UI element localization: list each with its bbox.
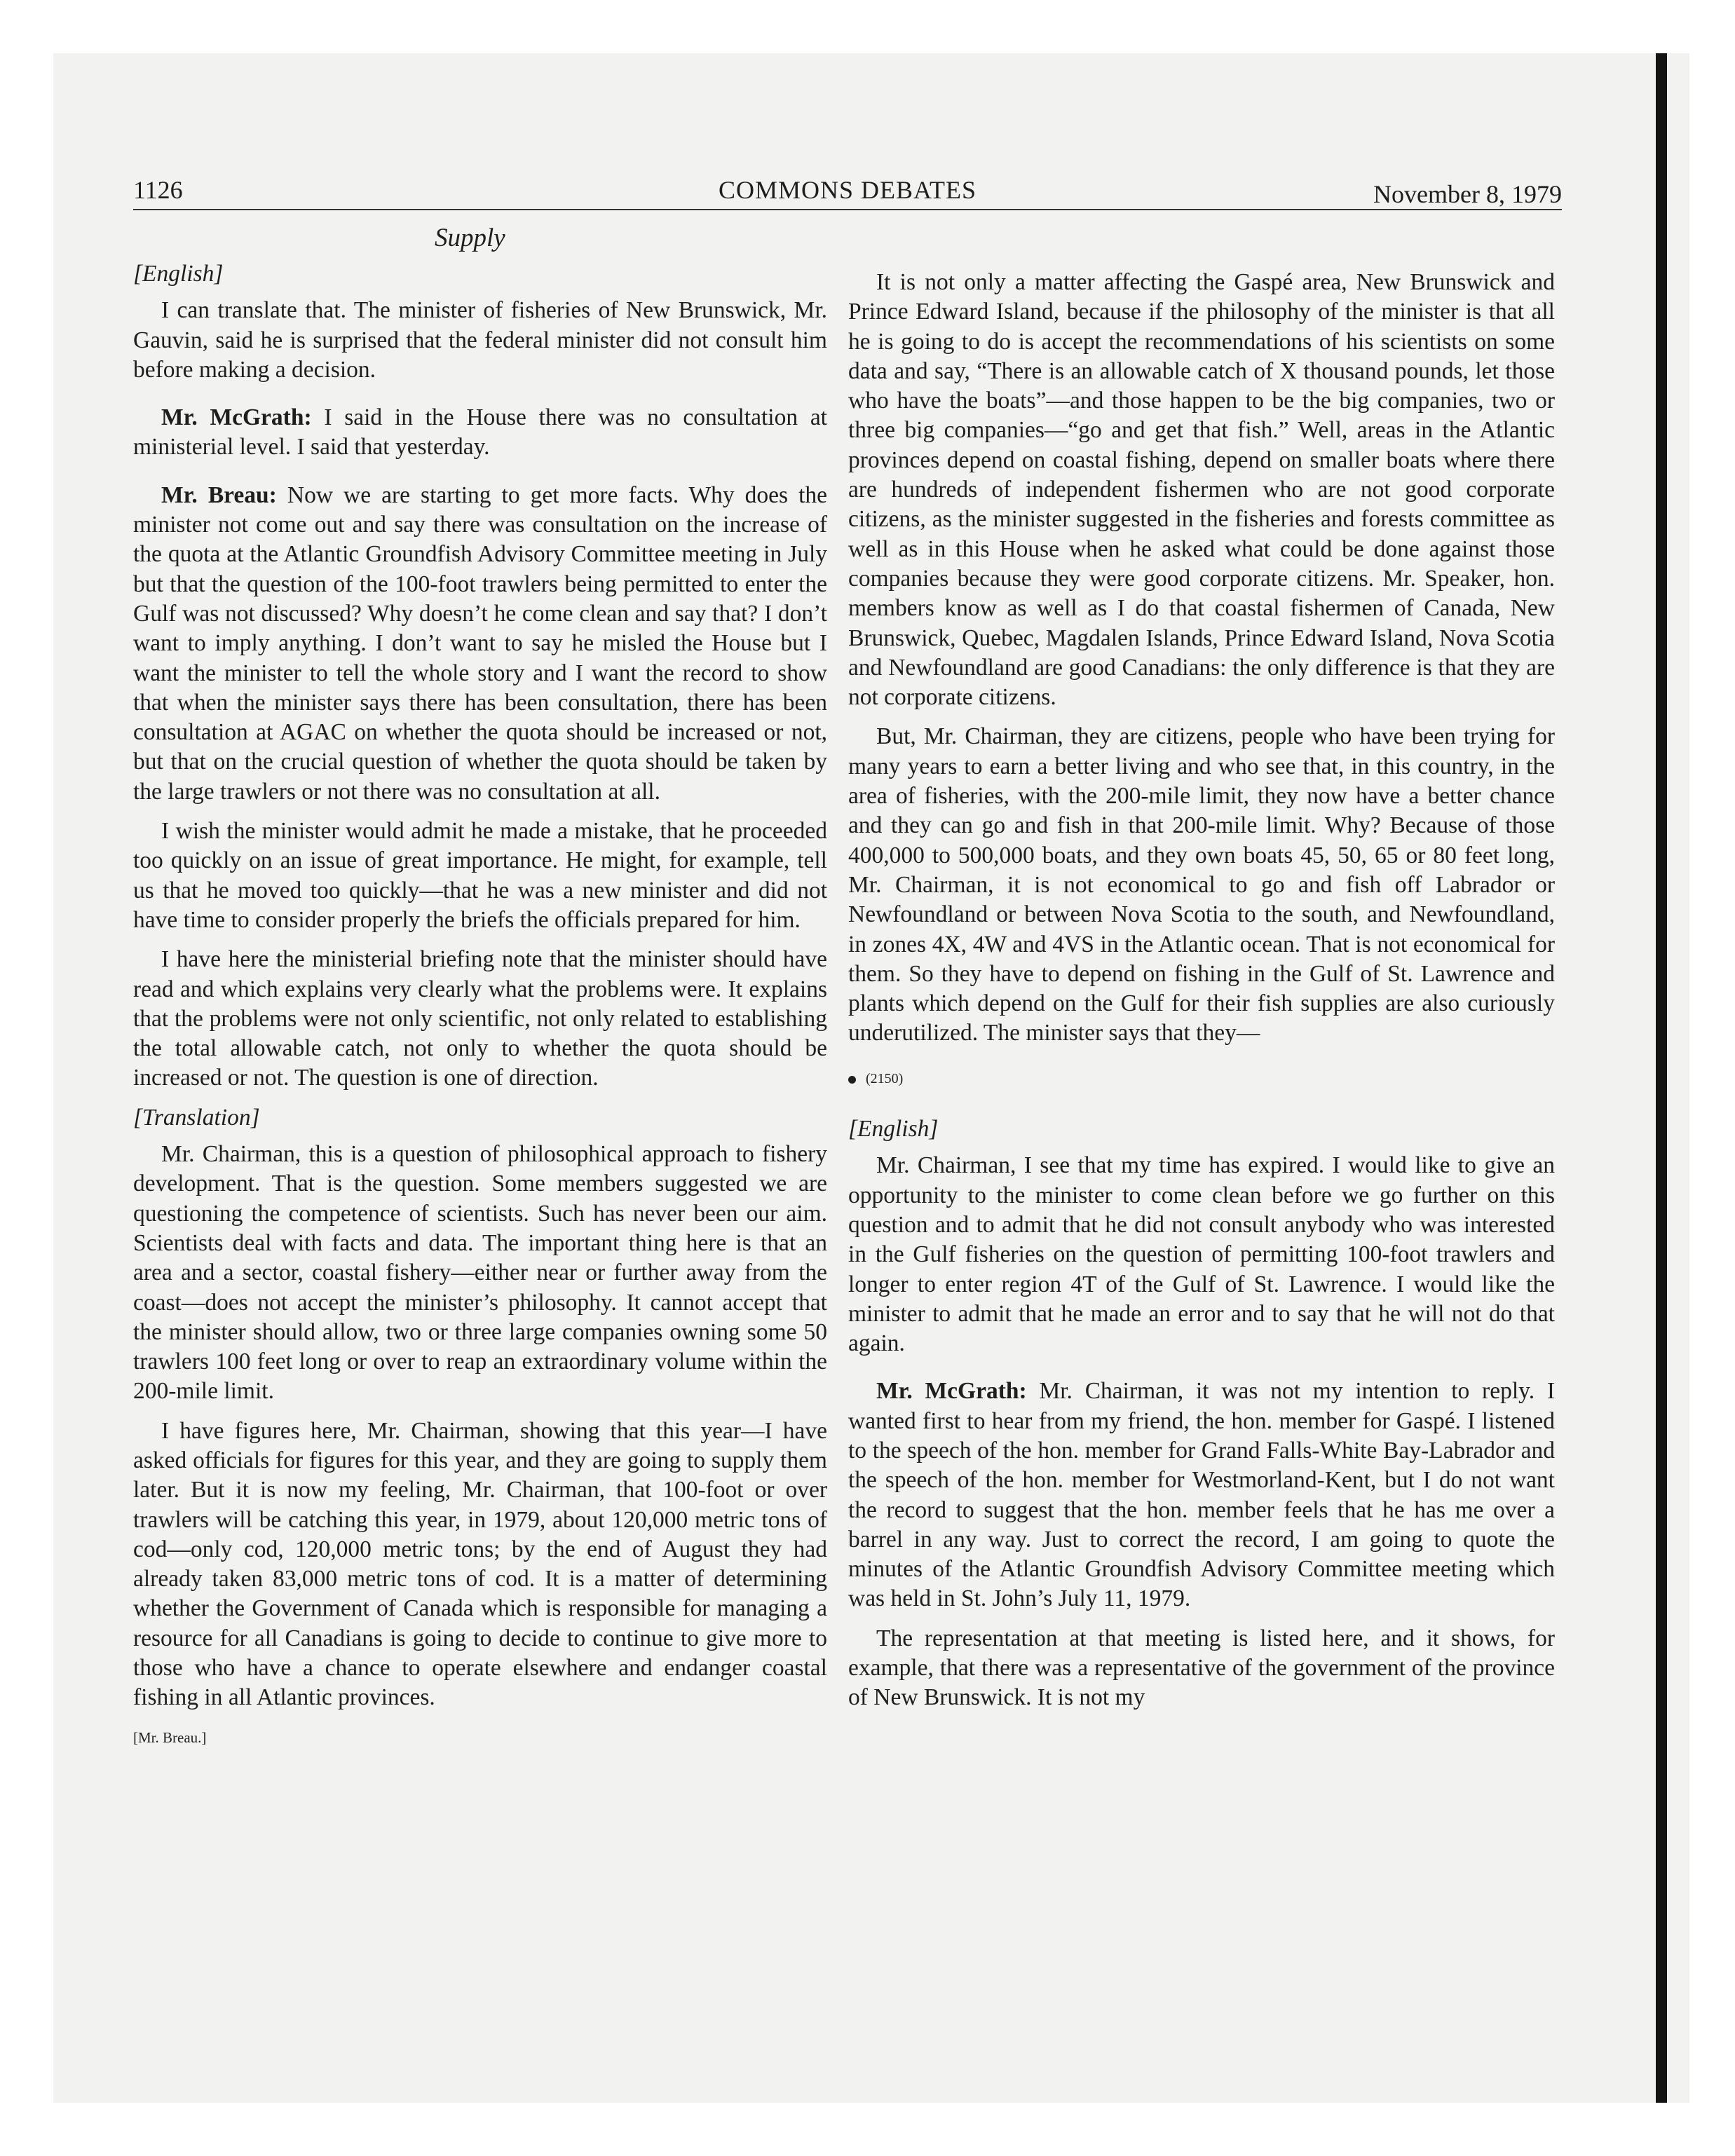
paragraph: Mr. Chairman, I see that my time has expired. I would like to give an opportunity to the minister to come clean before we go further on this question and to admit that he did not consult anybody who was interested in the Gulf fisheries on the question of permitting 100-foot trawlers and longer to enter region 4T of the Gulf of St. Lawrence. I would like the minister to admit that he made an error and to say that he will not do that again. — [848, 1152, 1555, 1357]
paragraph: Mr. Chairman, this is a question of philosophical approach to fishery development. That is the question. Some members suggested we are questioning the competence of scientists. Such has never been our aim. Scientists deal with facts and data. The important thing here is that an area and a sector, coastal fishery—either near or further away from the coast—does not accept the minister’s philosophy. It cannot accept that the minister should allow, two or three large companies owning some 50 trawlers 100 feet long or over to reap an extraordinary volume within the 200-mile limit. — [133, 1141, 827, 1405]
right-column — [848, 268, 1555, 1723]
page-number: 1126 — [133, 176, 183, 204]
section-title: Supply — [435, 224, 505, 252]
speaker-attribution: [Mr. Breau.] — [133, 1728, 207, 1746]
paragraph: The representation at that meeting is listed here, and it shows, for example, that there was a representative of the government of the province of New Brunswick. It is not my — [848, 1625, 1555, 1711]
speech-text: Mr. Chairman, it was not my intention to reply. I wanted first to hear from my friend, the hon. member for Gaspé. I listened to the speech of the hon. member for Grand Falls-White Bay-Labrador and the speech of the hon. member for Westmorland-Kent, but I do not want the record to suggest that the hon. member feels that he has me over a barrel in any way. Just to correct the record, I am going to quote the minutes of the Atlantic Groundfish Advisory Committee meeting which was held in St. John’s July 11, 1979. — [848, 1378, 1555, 1612]
paragraph: I have figures here, Mr. Chairman, showing that this year—I have asked officials for figures for this year, and they are going to supply them later. But it is now my feeling, Mr. Chairman, that 100-foot or over trawlers will be catching this year, in 1979, about 120,000 metric tons of cod—only cod, 120,000 metric tons; by the end of August they had already taken 83,000 metric tons of cod. It is a matter of determining whether the Government of Canada which is responsible for managing a resource for all Canadians is going to decide to continue to give more to those who have a chance to operate elsewhere and endanger coastal fishing in all Atlantic provinces. — [133, 1417, 827, 1711]
speech-paragraph — [133, 481, 827, 807]
language-tag: [English] — [848, 1116, 939, 1142]
speech-text: Now we are starting to get more facts. Why does the minister not come out and say there was consultation on the increase of the quota at the Atlantic Groundfish Advisory Committee meeting in July but that the question of the 100-foot trawlers being permitted to enter the Gulf was not discussed? Why doesn’t he come clean and say that? I don’t want to imply anything. I don’t want to say he misled the House but I want the minister to tell the whole story and I want the record to show that when the minister says there has been consultation, there has been consultation at AGAC on whether the quota should be increased or not, but that on the crucial question of whether the quota should be taken by the large trawlers or not there was no consultation at all. — [133, 482, 827, 805]
language-tag: [English] — [133, 261, 224, 287]
bullet-icon — [848, 1076, 856, 1084]
paragraph: But, Mr. Chairman, they are citizens, people who have been trying for many years to earn a better living and who see that, in this country, in the area of fisheries, with the 200-mile limit, they now have a better chance and they can go and fish in that 200-mile limit. Why? Because of those 400,000 to 500,000 boats, and they own boats 45, 50, 65 or 80 feet long, Mr. Chairman, it is not economical to go and fish off Labrador or Newfoundland or between Nova Scotia to the south, and Newfoundland, in zones 4X, 4W and 4VS in the Atlantic ocean. That is not economical for them. So they have to depend on fishing in the Gulf of St. Lawrence and plants which depend on the Gulf for their fish supplies are also curiously underutilized. The minister says that they— — [848, 723, 1555, 1046]
paragraph: I wish the minister would admit he made a mistake, that he proceeded too quickly on an issue of great importance. He might, for example, tell us that he moved too quickly—that he was a new minister and did not have time to consider properly the briefs the officials prepared for him. — [133, 818, 827, 933]
speaker-name: Mr. McGrath: — [161, 404, 312, 431]
language-tag: [Translation] — [133, 1104, 260, 1131]
speech-paragraph — [133, 403, 827, 463]
speech-text: I said in the House there was no consultation at ministerial level. I said that yesterday. — [133, 404, 827, 460]
paragraph: I have here the ministerial briefing note that the minister should have read and which explains very clearly what the problems were. It explains that the problems were not only scientific, not only related to establishing the total allowable catch, not only to whether the quota should be increased or not. The question is one of direction. — [133, 946, 827, 1091]
paragraph: I can translate that. The minister of fisheries of New Brunswick, Mr. Gauvin, said he is surprised that the federal minister did not consult him before making a decision. — [133, 297, 827, 383]
speech-paragraph — [848, 1377, 1555, 1613]
journal-title: COMMONS DEBATES — [718, 176, 977, 204]
header-rule — [133, 209, 1562, 210]
left-column — [133, 259, 827, 1752]
paragraph: It is not only a matter affecting the Gaspé area, New Brunswick and Prince Edward Island, because if the philosophy of the minister is that all he is going to do is accept the recommendations of his scientists on some data and say, “There is an allowable catch of X thousand pounds, let those who have the boats”—and those happen to be the big companies, two or three big companies—“go and get that fish.” Well, areas in the Atlantic provinces depend on coastal fishing, depend on smaller boats where there are hundreds of independent fishermen who are not good corporate citizens, as the minister suggested in the fisheries and forests committee as well as in this House when he asked what could be done against those companies because they were good corporate citizens. Mr. Speaker, hon. members know as well as I do that coastal fishermen of Canada, New Brunswick, Quebec, Magdalen Islands, Prince Edward Island, Nova Scotia and Newfoundland are good Canadians: the only difference is that they are not corporate citizens. — [848, 269, 1555, 711]
issue-date: November 8, 1979 — [1373, 180, 1562, 208]
timestamp-text: (2150) — [866, 1070, 904, 1086]
speaker-name: Mr. Breau: — [161, 482, 277, 508]
timestamp-marker — [848, 1064, 1555, 1093]
speaker-name: Mr. McGrath: — [876, 1378, 1027, 1405]
scan-edge — [1656, 53, 1667, 2103]
